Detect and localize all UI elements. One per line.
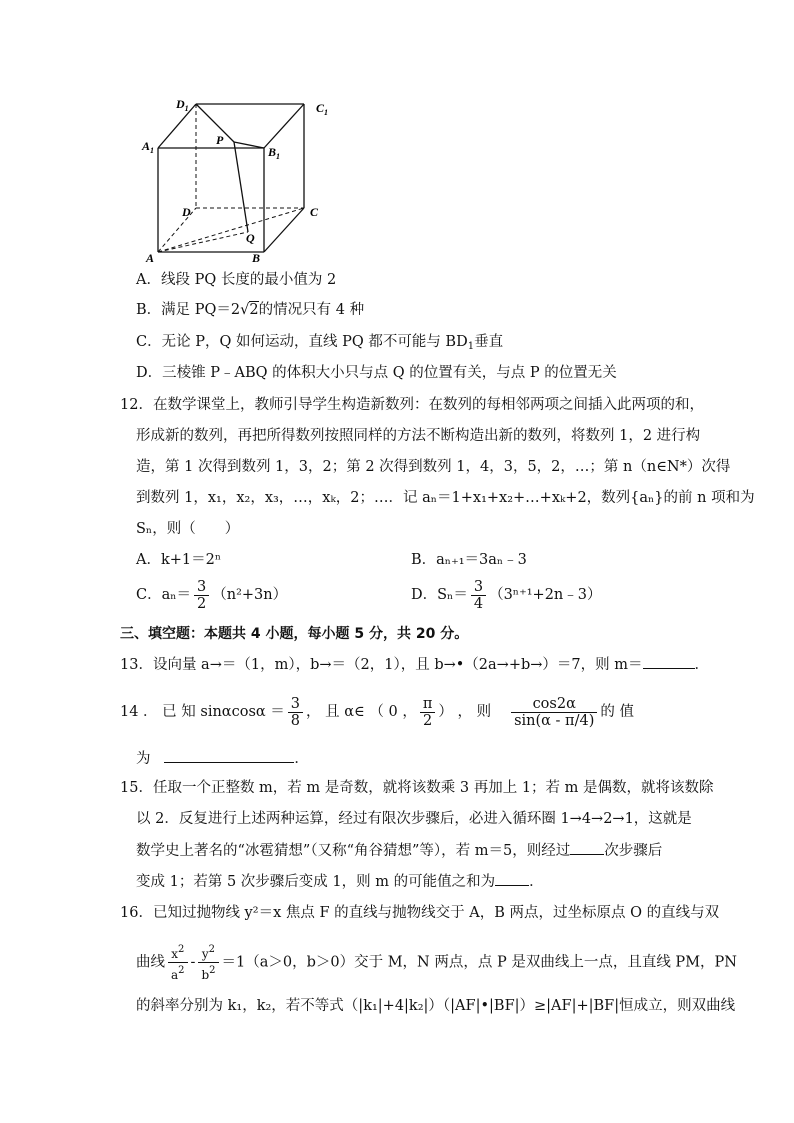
answer-blank[interactable] [643, 654, 695, 669]
label-Q: Q [246, 231, 255, 245]
q12-line3: 造，第 1 次得到数列 1，3，2；第 2 次得到数列 1，4，3，5，2，…；第 n（n∈N*）次得 [136, 459, 731, 475]
q15-line2: 以 2．反复进行上述两种运算，经过有限次步骤后，必进入循环圈 1→4→2→1，这就是 [136, 811, 692, 827]
cube-figure [136, 92, 356, 267]
answer-blank[interactable] [495, 871, 529, 886]
denominator: 8 [290, 712, 301, 729]
numerator: 3 [288, 696, 303, 713]
q15-line4-text: 变成 1；若第 5 次步骤后变成 1，则 m 的可能值之和为 [136, 874, 496, 890]
q12-option-d-post: （3ⁿ⁺¹+2n﹣3） [489, 587, 602, 603]
q11-option-a: A．线段 PQ 长度的最小值为 2 [136, 272, 337, 288]
numerator: cos2α [511, 696, 597, 713]
q12-option-b: B．aₙ₊₁＝3aₙ﹣3 [411, 552, 527, 568]
q15-line1: 15．任取一个正整数 m，若 m 是奇数，就将该数乘 3 再加上 1；若 m 是偶数，就将该数除 [120, 780, 714, 796]
q14-mid2: ） ， 则 [438, 704, 492, 720]
q15-line4-post: ． [529, 874, 544, 890]
q12-option-d [411, 578, 601, 612]
fraction [471, 579, 486, 612]
q11-option-b-post: 的情况只有 4 种 [258, 302, 365, 318]
label-A: A [146, 251, 155, 265]
q12-line1: 12．在数学课堂上，教师引导学生构造新数列：在数列的每相邻两项之间插入此两项的和， [120, 397, 704, 413]
q16-line2-post: ＝1（a＞0，b＞0）交于 M，N 两点，点 P 是双曲线上一点，且直线 PM，PN [221, 954, 737, 971]
q16-line2-pre: 曲线 [136, 954, 165, 971]
label-P: P [216, 133, 224, 147]
label-D1: $D_1$ [176, 97, 189, 113]
q15-line3-post: 次步骤后 [604, 843, 663, 859]
label-B: B [252, 251, 261, 265]
label-A1: $A_1$ [142, 139, 155, 155]
q15-line3-text: 数学史上著名的“冰雹猜想”（又称“角谷猜想”等），若 m＝5，则经过 [136, 843, 571, 859]
q14-line2-text: 为 [136, 751, 151, 767]
label-C1: $C_1$ [316, 101, 329, 117]
denominator: 4 [473, 595, 484, 612]
q14-line2: 为 ． [136, 748, 309, 769]
q11-option-d: D．三棱锥 P﹣ABQ 的体积大小只与点 Q 的位置有关，与点 P 的位置无关 [136, 365, 617, 381]
q16-line2: 曲线 $\frac{x^2}{a^2}$ - $\frac{y^2}{b^2}$ ＝1（a＞0，b＞0）交于 M，N 两点，点 P 是双曲线上一点，且直线 PM，PN [136, 944, 737, 982]
q13-text: 13．设向量 a→＝（1，m），b→＝（2，1），且 b→•（2a→+b→）＝7，则 m＝ [120, 657, 643, 673]
q12-line5: Sₙ，则（ ） [136, 521, 240, 537]
q12-option-a: A．k+1＝2ⁿ [136, 552, 222, 568]
q12-option-c-post: （n²+3n） [212, 587, 288, 603]
q11-option-c-post: 垂直 [474, 334, 504, 350]
q15-line3 [136, 840, 662, 861]
numerator: 3 [471, 579, 486, 596]
label-D: D [182, 205, 191, 219]
denominator: sin(α - π/4) [514, 712, 595, 729]
section-3-heading: 三、填空题：本题共 4 小题，每小题 5 分，共 20 分。 [120, 626, 469, 642]
q11-option-c [136, 332, 503, 357]
label-B1: $B_1$ [268, 145, 281, 161]
answer-blank[interactable] [164, 748, 294, 763]
answer-blank[interactable] [570, 840, 604, 855]
fraction-x2-a2: $\frac{x^2}{a^2}$ [168, 942, 188, 983]
numerator: π [420, 696, 436, 713]
fraction-y2-b2: $\frac{y^2}{b^2}$ [198, 942, 218, 983]
fraction [511, 696, 597, 729]
q14-mid: ， 且 α∈ （ 0 ， [306, 704, 417, 720]
q12-option-c [136, 578, 287, 612]
fraction [420, 696, 436, 729]
q13: 13．设向量 a→＝（1，m），b→＝（2，1），且 b→•（2a→+b→）＝7，则 m＝ ． [120, 654, 709, 675]
q14-post: 的 值 [600, 704, 634, 720]
q16-line3: 的斜率分别为 k₁，k₂，若不等式（|k₁|+4|k₂|）（|AF|•|BF|）≥|AF|+|BF|恒成立，则双曲线 [136, 998, 736, 1014]
q11-option-b-pre: B．满足 PQ＝2 [136, 302, 241, 318]
q15-line4 [136, 871, 544, 892]
q12-option-c-pre: C．aₙ＝ [136, 587, 192, 603]
q11-option-b [136, 300, 364, 320]
q11-option-b-sqrt: 2 [249, 302, 259, 318]
denominator: 2 [197, 595, 207, 612]
denominator: 2 [422, 712, 433, 729]
q11-option-c-text: C．无论 P，Q 如何运动，直线 PQ 都不可能与 BD [136, 334, 468, 350]
numerator: 3 [194, 579, 209, 596]
q14-pre: 14 ． 已 知 sinαcosα ＝ [120, 704, 285, 720]
q16-line1: 16．已知过抛物线 y²＝x 焦点 F 的直线与抛物线交于 A，B 两点，过坐标原点 O 的直线与双 [120, 905, 720, 921]
label-C: C [310, 205, 319, 219]
sqrt-symbol: √ [240, 302, 250, 318]
q11-option-c-sub: 1 [467, 341, 475, 352]
q12-option-d-pre: D．Sₙ＝ [411, 587, 468, 603]
q12-line2: 形成新的数列，再把所得数列按照同样的方法不断构造出新的数列，将数列 1，2 进行构 [136, 428, 701, 444]
fraction [288, 696, 303, 729]
q14-line1 [120, 690, 634, 734]
q12-line4: 到数列 1，x₁，x₂，x₃，…，xₖ，2；…．记 aₙ＝1+x₁+x₂+…+xₖ+2，数列{aₙ}的前 n 项和为 [136, 490, 755, 506]
fraction [194, 579, 209, 612]
